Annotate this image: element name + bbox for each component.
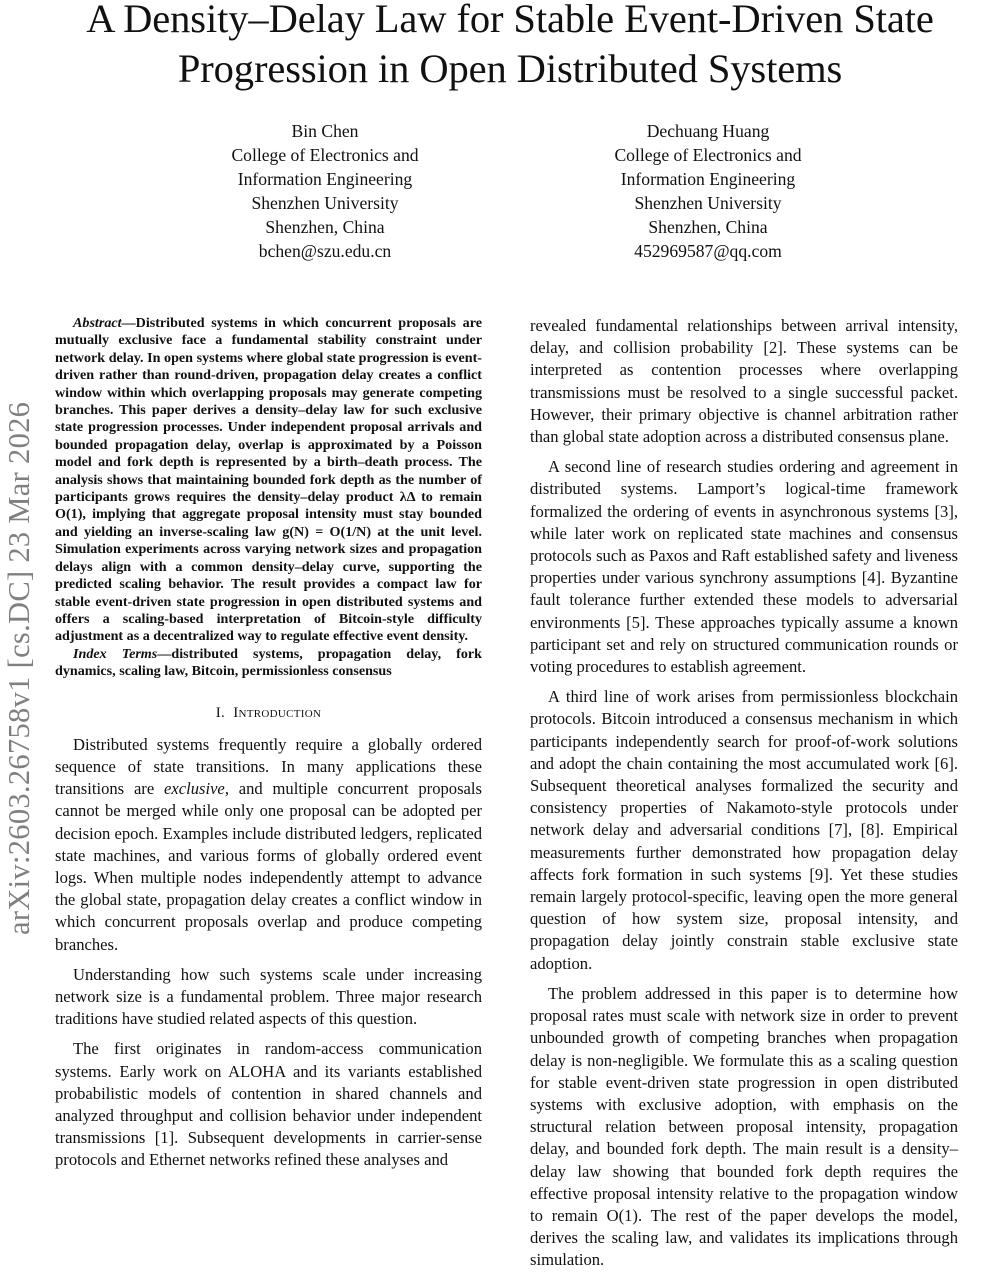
paragraph: The first originates in random-access communication systems. Early work on ALOHA and its variants established probabilistic models of contention in shared channels and analyzed throughput and collision behavior under independent transmissions [1]. Subsequent developments in carrier-sense protocols and Ethernet networks refined these analyses and bbox=[55, 1039, 482, 1170]
section-number: I. bbox=[215, 704, 226, 721]
author-department: College of Electronics and bbox=[231, 145, 419, 165]
section-heading bbox=[55, 702, 482, 724]
author-block-1 bbox=[175, 119, 475, 263]
author-name: Dechuang Huang bbox=[646, 121, 770, 141]
section-title: Introduction bbox=[233, 704, 322, 721]
paragraph: A third line of work arises from permissionless blockchain protocols. Bitcoin introduced a consensus mechanism in which participants independently search for proof-of-work solutions and adopt the chain containing the most accumulated work [6]. Subsequent theoretical analyses formalized the security and consistency properties of Nakamoto-style protocols under network delay and adversarial conditions [7], [8]. Empirical measurements further demonstrated how propagation delay affects fork formation in such systems [9]. Yet these studies remain largely protocol-specific, leaving open the more general question of how system size, proposal intensity, and propagation delay jointly constrain stable exclusive state adoption. bbox=[530, 687, 958, 973]
index-terms-text: —distributed systems, propagation delay, fork dynamics, scaling law, Bitcoin, permissionless consensus bbox=[55, 645, 482, 680]
author-university: Shenzhen University bbox=[634, 193, 782, 213]
author-email[interactable]: bchen@szu.edu.cn bbox=[258, 241, 392, 261]
author-name: Bin Chen bbox=[291, 121, 359, 141]
paragraph: Understanding how such systems scale under increasing network size is a fundamental problem. Three major research traditions have studied related aspects of this question. bbox=[55, 964, 482, 1029]
abstract bbox=[55, 315, 482, 646]
paragraph-text: , and multiple concurrent proposals cannot be merged while only one proposal can be adopted per decision epoch. Examples include distributed ledgers, replicated state machines, and various forms of globally ordered event logs. When multiple nodes independently attempt to advance the global state, propagation delay creates a conflict window in which concurrent proposals overlap and produce competing branches. bbox=[55, 779, 482, 954]
author-department-line2: Information Engineering bbox=[237, 169, 413, 189]
paragraph: revealed fundamental relationships between arrival intensity, delay, and collision probability [2]. These systems can be interpreted as contention processes where overlapping transmissions must be resolved to a single successful packet. However, their primary objective is channel arbitration rather than global state adoption across a distributed consensus plane. bbox=[530, 316, 958, 447]
paper-title: A Density–Delay Law for Stable Event-Driven State Progression in Open Distributed Systems bbox=[86, 0, 934, 91]
emphasis-text: exclusive bbox=[164, 779, 225, 799]
paragraph-text: Distributed systems frequently require a globally ordered sequence of state transitions. In many applications these transitions are bbox=[55, 734, 482, 799]
author-city: Shenzhen, China bbox=[265, 217, 385, 237]
author-block-2 bbox=[558, 119, 858, 263]
author-university: Shenzhen University bbox=[251, 193, 399, 213]
left-column bbox=[55, 315, 482, 1180]
arxiv-identifier: arXiv:2603.26758v1 [cs.DC] 23 Mar 2026 bbox=[2, 401, 36, 935]
paragraph bbox=[55, 734, 482, 956]
author-department-line2: Information Engineering bbox=[620, 169, 796, 189]
author-email[interactable]: 452969587@qq.com bbox=[634, 241, 782, 261]
abstract-text: —Distributed systems in which concurrent proposals are mutually exclusive face a fundamental stability constraint under network delay. In open systems where global state progression is event-driven rather than round-driven, propagation delay creates a conflict window within which overlapping proposals may generate competing branches. This paper derives a density–delay law for such exclusive state progression processes. Under independent proposal arrivals and bounded propagation delay, overlap is approximated by a Poisson model and fork depth is represented by a birth–death process. The analysis shows that maintaining bounded fork depth as the number of participants grows requires the density–delay product λΔ to remain O(1), implying that aggregate proposal intensity must stay bounded and yielding an inverse-scaling law g(N) = O(1/N) at the unit level. Simulation experiments across varying network sizes and propagation delays align with a common density–delay curve, supporting the predicted scaling behavior. The result provides a compact law for stable event-driven state progression in open distributed systems and offers a scaling-based interpretation of Bitcoin-style difficulty adjustment as a decentralized way to regulate effective event density. bbox=[55, 315, 482, 645]
author-department: College of Electronics and bbox=[614, 145, 802, 165]
index-terms bbox=[55, 646, 482, 681]
paragraph: The problem addressed in this paper is to determine how proposal rates must scale with network size in order to prevent unbounded growth of competing branches when propagation delay is non-negligible. We formulate this as a scaling question for stable event-driven state progression in open distributed systems with exclusive adoption, with emphasis on the structural relation between proposal intensity, propagation delay, and bounded fork depth. The main result is a density–delay law showing that bounded fork depth requires the effective proposal intensity relative to the propagation window to remain O(1). The rest of the paper develops the model, derives the scaling law, and validates its implications through simulation. bbox=[530, 983, 958, 1270]
index-terms-lead: Index Terms bbox=[73, 645, 158, 662]
abstract-lead: Abstract bbox=[73, 315, 122, 331]
paragraph: A second line of research studies ordering and agreement in distributed systems. Lamport’s logical-time framework formalized the ordering of events in asynchronous systems [3], while later work on replicated state machines and consensus protocols such as Paxos and Raft established safety and liveness properties under various synchrony assumptions [4]. Byzantine fault tolerance further extended these models to adversarial environments [5]. These approaches typically assume a known participant set and rely on structured communication rounds or voting procedures to establish agreement. bbox=[530, 457, 958, 677]
author-city: Shenzhen, China bbox=[648, 217, 768, 237]
right-column bbox=[530, 315, 958, 1280]
